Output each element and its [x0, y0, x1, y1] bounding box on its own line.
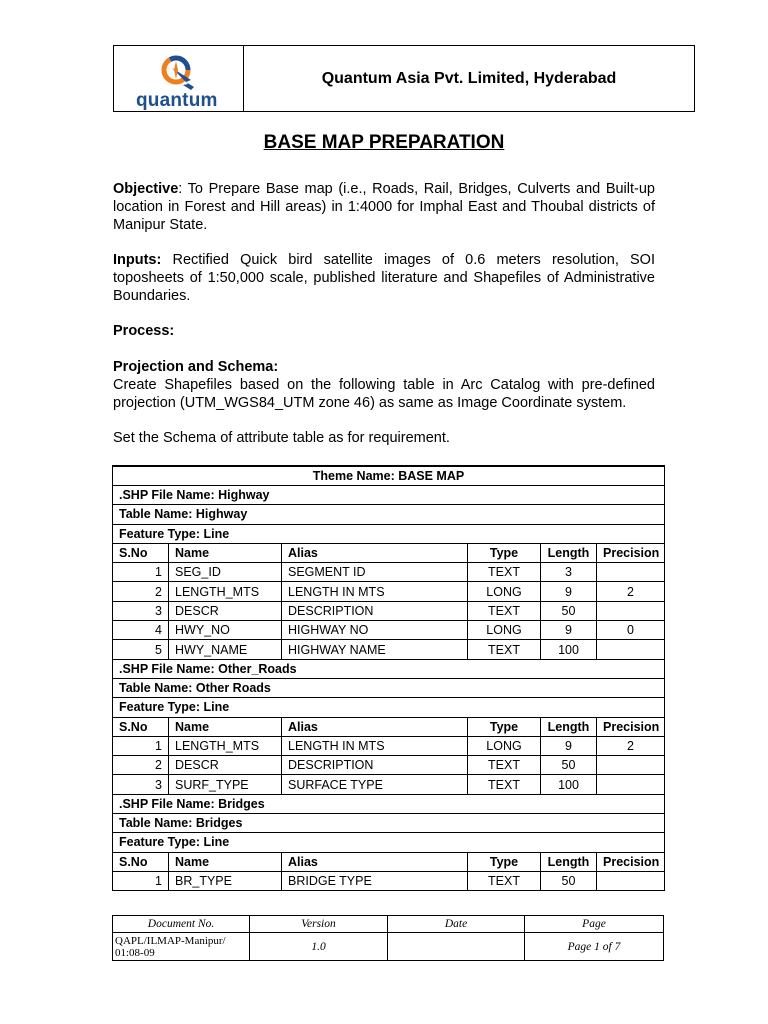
cell-type: LONG	[468, 582, 541, 601]
schema-table-body	[113, 466, 665, 891]
projection-text: Create Shapefiles based on the following table in Arc Catalog with pre-defined projection (UTM_WGS84_UTM zone 46) as same as Image Coordinate system.	[113, 377, 655, 411]
cell-length: 50	[541, 871, 597, 890]
cell-precision	[597, 563, 665, 582]
cell-alias: DESCRIPTION	[282, 756, 468, 775]
cell-precision: 2	[597, 582, 665, 601]
table-row	[113, 736, 665, 755]
cell-alias: LENGTH IN MTS	[282, 582, 468, 601]
objective-paragraph	[113, 180, 655, 234]
table-name-row	[113, 505, 665, 524]
cell-sno: 1	[113, 871, 169, 890]
cell-name: LENGTH_MTS	[169, 736, 282, 755]
cell-sno: 2	[113, 582, 169, 601]
column-header-name: Name	[169, 543, 282, 562]
inputs-text: Rectified Quick bird satellite images of 0.6 meters resolution, SOI toposheets of 1:50,000 scale, published literature and Shapefiles of Administrative Boundaries.	[113, 252, 655, 304]
cell-name: SEG_ID	[169, 563, 282, 582]
cell-length: 9	[541, 582, 597, 601]
column-header-alias: Alias	[282, 717, 468, 736]
feature-type-row	[113, 698, 665, 717]
cell-name: DESCR	[169, 601, 282, 620]
table-name-cell: Table Name: Bridges	[113, 814, 665, 833]
column-header-alias: Alias	[282, 852, 468, 871]
column-header-row	[113, 543, 665, 562]
theme-name-cell: Theme Name: BASE MAP	[113, 466, 665, 486]
footer-header-row	[113, 916, 664, 933]
cell-type: LONG	[468, 736, 541, 755]
cell-type: TEXT	[468, 871, 541, 890]
feature-type-cell: Feature Type: Line	[113, 524, 665, 543]
footer-page-label: Page	[525, 916, 664, 933]
cell-length: 100	[541, 640, 597, 659]
schema-text: Set the Schema of attribute table as for requirement.	[113, 430, 450, 446]
objective-text: : To Prepare Base map (i.e., Roads, Rail, Bridges, Culverts and Built-up location in Forest and Hill areas) in 1:4000 for Imphal East and Thoubal districts of Manipur State.	[113, 181, 655, 233]
table-row	[113, 563, 665, 582]
shp-file-name-cell: .SHP File Name: Highway	[113, 486, 665, 505]
column-header-sno: S.No	[113, 852, 169, 871]
column-header-type: Type	[468, 852, 541, 871]
table-row	[113, 601, 665, 620]
cell-alias: SEGMENT ID	[282, 563, 468, 582]
shp-file-name-row	[113, 794, 665, 813]
inputs-paragraph	[113, 251, 655, 305]
feature-type-cell: Feature Type: Line	[113, 833, 665, 852]
footer-doc-no: QAPL/ILMAP-Manipur/ 01:08-09	[113, 933, 250, 961]
cell-sno: 4	[113, 621, 169, 640]
cell-name: SURF_TYPE	[169, 775, 282, 794]
column-header-name: Name	[169, 717, 282, 736]
cell-name: HWY_NAME	[169, 640, 282, 659]
column-header-type: Type	[468, 543, 541, 562]
shp-file-name-cell: .SHP File Name: Other_Roads	[113, 659, 665, 678]
table-name-row	[113, 678, 665, 697]
cell-precision	[597, 756, 665, 775]
cell-sno: 2	[113, 756, 169, 775]
shp-file-name-row	[113, 659, 665, 678]
column-header-row	[113, 717, 665, 736]
projection-label: Projection and Schema:	[113, 359, 279, 375]
table-name-cell: Table Name: Other Roads	[113, 678, 665, 697]
column-header-precision: Precision	[597, 852, 665, 871]
cell-length: 9	[541, 736, 597, 755]
cell-length: 50	[541, 756, 597, 775]
cell-name: HWY_NO	[169, 621, 282, 640]
cell-length: 3	[541, 563, 597, 582]
cell-type: TEXT	[468, 563, 541, 582]
table-row	[113, 775, 665, 794]
column-header-sno: S.No	[113, 543, 169, 562]
cell-length: 100	[541, 775, 597, 794]
footer-value-row	[113, 933, 664, 961]
column-header-length: Length	[541, 717, 597, 736]
schema-table	[112, 465, 665, 891]
cell-alias: BRIDGE TYPE	[282, 871, 468, 890]
cell-alias: HIGHWAY NAME	[282, 640, 468, 659]
footer-version: 1.0	[250, 933, 388, 961]
process-label: Process:	[113, 323, 175, 339]
table-row	[113, 640, 665, 659]
footer-date-label: Date	[388, 916, 525, 933]
footer-version-label: Version	[250, 916, 388, 933]
cell-name: DESCR	[169, 756, 282, 775]
cell-precision	[597, 601, 665, 620]
cell-precision	[597, 775, 665, 794]
cell-precision: 2	[597, 736, 665, 755]
cell-precision	[597, 640, 665, 659]
cell-type: LONG	[468, 621, 541, 640]
cell-precision	[597, 871, 665, 890]
column-header-sno: S.No	[113, 717, 169, 736]
column-header-precision: Precision	[597, 717, 665, 736]
feature-type-cell: Feature Type: Line	[113, 698, 665, 717]
company-name: Quantum Asia Pvt. Limited, Hyderabad	[321, 69, 617, 87]
cell-type: TEXT	[468, 756, 541, 775]
theme-row	[113, 466, 665, 486]
cell-length: 9	[541, 621, 597, 640]
cell-name: BR_TYPE	[169, 871, 282, 890]
shp-file-name-row	[113, 486, 665, 505]
logo-cell	[114, 46, 244, 111]
cell-name: LENGTH_MTS	[169, 582, 282, 601]
table-name-cell: Table Name: Highway	[113, 505, 665, 524]
cell-sno: 5	[113, 640, 169, 659]
logo-text: quantum	[136, 90, 218, 111]
footer-doc-no-label: Document No.	[113, 916, 250, 933]
cell-type: TEXT	[468, 601, 541, 620]
document-footer	[112, 915, 664, 961]
column-header-length: Length	[541, 852, 597, 871]
projection-paragraph	[113, 358, 655, 412]
schema-paragraph	[113, 429, 655, 447]
cell-sno: 1	[113, 736, 169, 755]
cell-alias: DESCRIPTION	[282, 601, 468, 620]
cell-type: TEXT	[468, 775, 541, 794]
cell-length: 50	[541, 601, 597, 620]
shp-file-name-cell: .SHP File Name: Bridges	[113, 794, 665, 813]
column-header-precision: Precision	[597, 543, 665, 562]
table-row	[113, 582, 665, 601]
feature-type-row	[113, 524, 665, 543]
cell-sno: 3	[113, 601, 169, 620]
feature-type-row	[113, 833, 665, 852]
cell-sno: 3	[113, 775, 169, 794]
document-header	[113, 45, 695, 112]
footer-date	[388, 933, 525, 961]
inputs-label: Inputs:	[113, 252, 162, 268]
cell-sno: 1	[113, 563, 169, 582]
objective-label: Objective	[113, 181, 179, 197]
quantum-logo-icon	[158, 52, 198, 92]
cell-alias: HIGHWAY NO	[282, 621, 468, 640]
table-name-row	[113, 814, 665, 833]
footer-page: Page 1 of 7	[525, 933, 664, 961]
table-row	[113, 871, 665, 890]
title-text: BASE MAP PREPARATION	[263, 132, 505, 153]
column-header-name: Name	[169, 852, 282, 871]
column-header-row	[113, 852, 665, 871]
table-row	[113, 756, 665, 775]
cell-precision: 0	[597, 621, 665, 640]
column-header-length: Length	[541, 543, 597, 562]
column-header-type: Type	[468, 717, 541, 736]
column-header-alias: Alias	[282, 543, 468, 562]
cell-type: TEXT	[468, 640, 541, 659]
page-title	[0, 132, 768, 154]
cell-alias: LENGTH IN MTS	[282, 736, 468, 755]
table-row	[113, 621, 665, 640]
cell-alias: SURFACE TYPE	[282, 775, 468, 794]
process-paragraph	[113, 322, 655, 340]
